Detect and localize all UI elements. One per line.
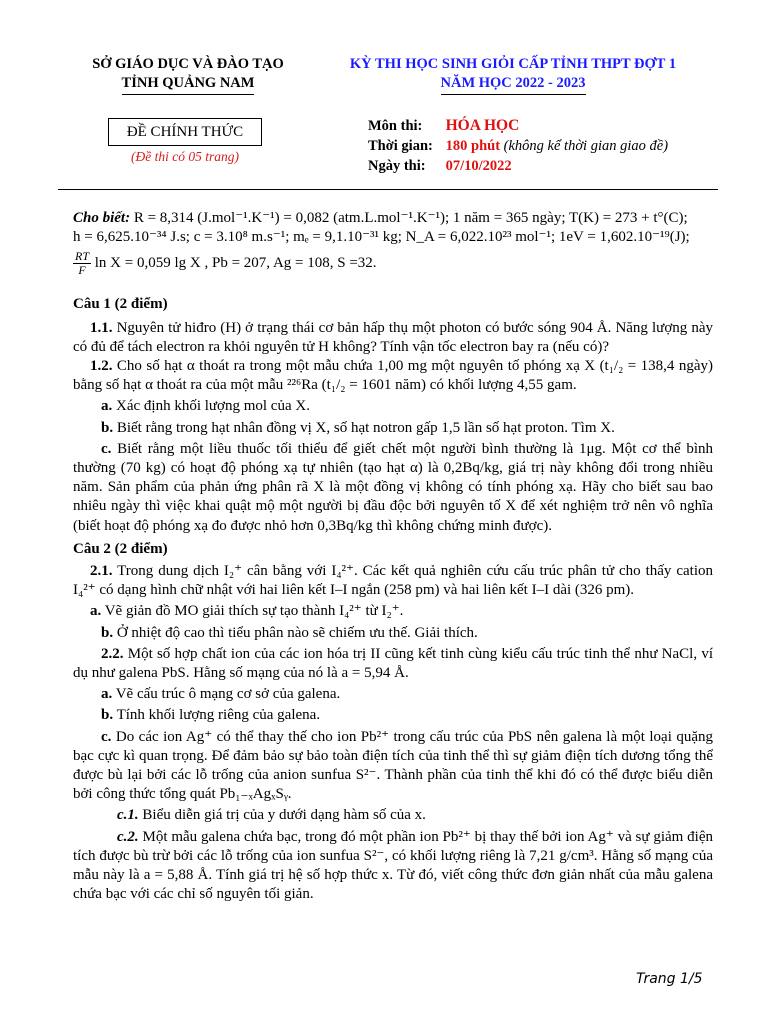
question-1-2b: b. Biết rằng trong hạt nhân đồng vị X, số hạt notron gấp 1,5 lần số hạt proton. Tìm X. <box>101 419 615 436</box>
question-1-1: 1.1. Nguyên tử hiđro (H) ở trạng thái cơ bản hấp thụ một photon có bước sóng 904 Å. Năng lượng này có đủ để tách electron ra khỏi nguyên tử H không? Tính vận tốc electron bay ra (nếu có)? <box>73 319 713 355</box>
question-2-1: 2.1. Trong dung dịch I₂⁺ cân bằng với I₄²⁺. Các kết quả nghiên cứu cấu trúc phân tử cho thấy cation I₄²⁺ có dạng hình chữ nhật với hai liên kết I–I ngắn (258 pm) và hai liên kết I–I dài (326 pm). <box>73 563 713 599</box>
school-year: NĂM HỌC 2022 - 2023 <box>441 74 586 95</box>
exam-title: KỲ THI HỌC SINH GIỎI CẤP TỈNH THPT ĐỢT 1 <box>349 56 677 72</box>
question-1-2: 1.2. Cho số hạt α thoát ra trong một mẫu chứa 1,00 mg một nguyên tố phóng xạ X (t₁/₂ = 138,4 ngày) bằng số hạt α thoát ra của một mẫu ²²⁶Ra (t₁/₂ = 1601 năm) có khối lượng 4,55 gam. <box>73 358 713 394</box>
date-label: Ngày thi: <box>368 158 426 174</box>
department-name: SỞ GIÁO DỤC VÀ ĐÀO TẠO <box>92 56 284 72</box>
time-value: 180 phút <box>445 138 501 154</box>
question-2-2c2: c.2. Một mẫu galena chứa bạc, trong đó một phần ion Pb²⁺ bị thay thế bởi ion Ag⁺ và sự giảm điện tích được bù trừ bởi các lỗ trống của ion sunfua S²⁻, có khối lượng riêng là 7,21 g/cm³. Hằng số mạng của mẫu này là a = 5,88 Å. Tính giá trị hệ số hợp thức x. Từ đó, viết công thức đơn giản nhất của mẫu galena chứa bạc với các chỉ số nguyên tối giản. <box>73 828 713 903</box>
question-2-2c: c. Do các ion Ag⁺ có thể thay thế cho ion Pb²⁺ trong cấu trúc của PbS nên galena là một loại quặng bạc cực kì quan trọng. Để đảm bảo sự bảo toàn điện tích của tinh thể thì sự giảm điện tích dương tổng thể được bù lại bởi các lỗ trống của anion sunfua S²⁻. Thành phần của tinh thể khi đó có thể được biểu diễn bởi công thức tổng quát Pb₁₋ₓAgₓSᵧ. <box>73 728 713 803</box>
question-2-title: Câu 2 (2 điểm) <box>73 540 168 557</box>
constants-line1 <box>73 209 713 228</box>
question-1-2c: c. Biết rằng một liều thuốc tối thiểu để giết chết một người bình thường là 1μg. Một cơ thể bình thường (70 kg) có hoạt độ phóng xạ tự nhiên (tạo hạt α) là 0,2Bq/kg, giá trị này không đổi trong nhiều năm. Sản phẩm của phản ứng phân rã X là một đồng vị không có tính phóng xạ. Hãy cho biết sau bao nhiêu ngày thì việc khai quật mộ một người bị đầu độc bởi nguyên tố X để xét nghiệm trở nên vô nghĩa (biết hoạt độ phóng xạ đo được nhỏ hơn 0,3Bq/kg thì không chứng minh được). <box>73 440 713 534</box>
question-2-2c1: c.1. Biểu diễn giá trị của y dưới dạng hàm số của x. <box>117 807 426 824</box>
question-2-1b: b. Ở nhiệt độ cao thì tiểu phân nào sẽ chiếm ưu thế. Giải thích. <box>101 624 478 641</box>
question-2-2b: b. Tính khối lượng riêng của galena. <box>101 707 321 724</box>
question-2-1a: a. Vẽ giản đồ MO giải thích sự tạo thành I₄²⁺ từ I₂⁺. <box>90 603 404 620</box>
question-2-2: 2.2. Một số hợp chất ion của các ion hóa trị II cũng kết tinh cùng kiểu cấu trúc tinh thể như NaCl, ví dụ như galena PbS. Hằng số mạng của nó là a = 5,94 Å. <box>73 645 713 682</box>
page-number: Trang 1/5 <box>636 971 703 987</box>
province-name: TỈNH QUẢNG NAM <box>122 74 255 95</box>
date-row <box>368 156 512 176</box>
department-header <box>68 55 308 95</box>
constants-line2: h = 6,625.10⁻³⁴ J.s; c = 3.10⁸ m.s⁻¹; mₑ = 9,1.10⁻³¹ kg; N_A = 6,022.10²³ mol⁻¹; 1eV = 1,602.10⁻¹⁹(J); <box>73 229 690 246</box>
page-count-note: (Đề thi có 05 trang) <box>131 149 239 164</box>
constants-label: Cho biết: <box>73 210 131 226</box>
exam-body <box>73 209 713 905</box>
date-value: 07/10/2022 <box>445 158 512 174</box>
constants-text3: ln X = 0,059 lg X , Pb = 207, Ag = 108, S =32. <box>94 255 377 272</box>
time-row <box>368 136 668 156</box>
constants-line3 <box>73 250 713 277</box>
subject-value: HÓA HỌC <box>445 117 520 134</box>
question-2-2a: a. Vẽ cấu trúc ô mạng cơ sở của galena. <box>101 686 341 703</box>
question-1-2a: a. Xác định khối lượng mol của X. <box>101 398 310 415</box>
time-label: Thời gian: <box>368 138 433 154</box>
subject-label: Môn thi: <box>368 118 423 134</box>
exam-header <box>318 55 708 95</box>
subject-row <box>368 116 519 136</box>
official-exam-box: ĐỀ CHÍNH THỨC <box>108 118 262 146</box>
rt-over-f-fraction: $\frac{RT}{F}$ <box>75 249 90 278</box>
question-1-title: Câu 1 (2 điểm) <box>73 296 168 313</box>
time-note: (không kể thời gian giao đề) <box>503 138 669 154</box>
constants-text1: R = 8,314 (J.mol⁻¹.K⁻¹) = 0,082 (atm.L.mol⁻¹.K⁻¹); 1 năm = 365 ngày; T(K) = 273 + t°(C); <box>130 210 688 226</box>
header-divider <box>58 189 718 190</box>
